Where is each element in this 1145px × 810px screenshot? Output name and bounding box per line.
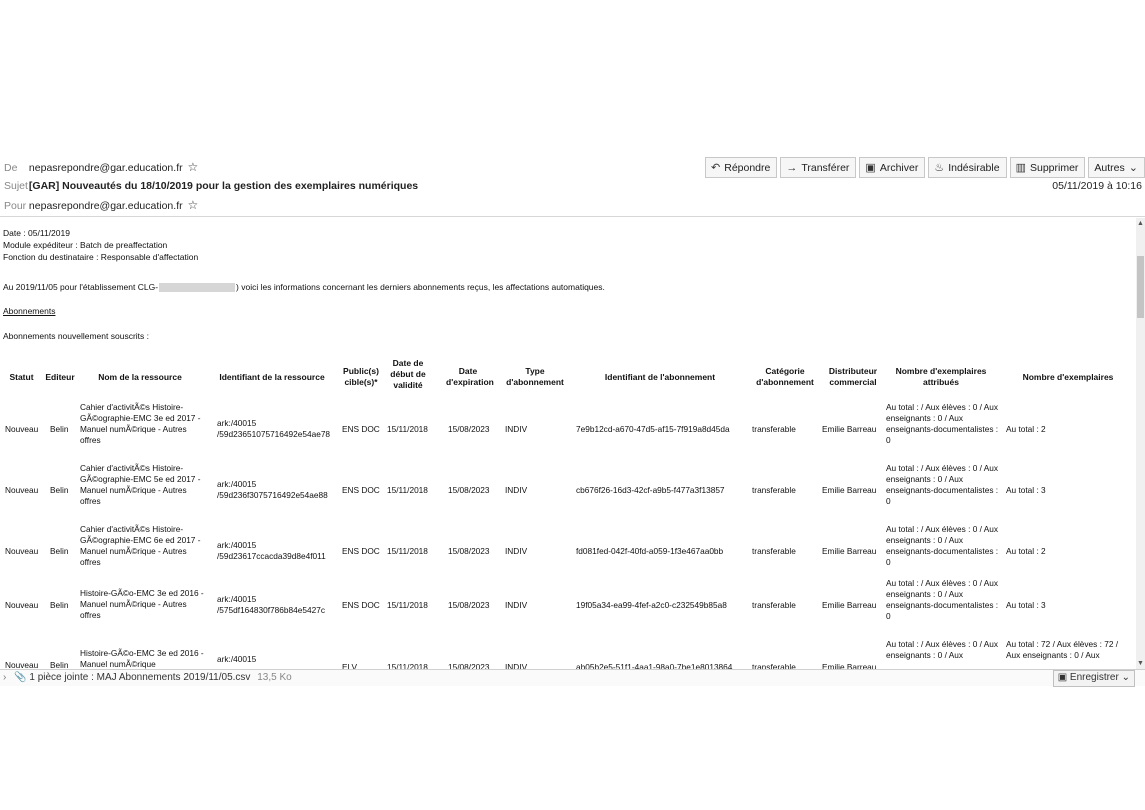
cell-id-ressource: ark:/40015 /575df164830f786b84e5427c xyxy=(217,594,325,615)
th-distributeur: Distributeur commercial xyxy=(828,366,878,387)
cell-debut: 15/11/2018 xyxy=(387,662,428,669)
cell-attribues: Au total : / Aux élèves : 0 / Aux enseignants : 0 / Aux enseignants-documentalistes : 0 xyxy=(886,402,999,445)
reply-label: Répondre xyxy=(724,161,771,174)
cell-public: ELV xyxy=(342,662,358,669)
cell-id-abonnement: ab05b2e5-51f1-4aa1-98a0-7be1e8013864 xyxy=(576,662,733,669)
cell-categorie: transferable xyxy=(752,662,796,669)
body-function: Fonction du destinataire : Responsable d'affectation xyxy=(3,252,199,262)
cell-nom: Cahier d'activitÃ©s Histoire-GÃ©ographie-EMC 5e ed 2017 - Manuel numÃ©rique - Autres offres xyxy=(80,463,201,506)
cell-id-abonnement: fd081fed-042f-40fd-a059-1f3e467aa0bb xyxy=(576,546,724,556)
cell-statut: Nouveau xyxy=(5,600,39,610)
cell-id-ressource: ark:/40015 /59d236f3075716492e54ae88 xyxy=(217,479,328,500)
from-address[interactable]: nepasrepondre@gar.education.fr xyxy=(28,162,183,174)
abonnements-subtitle: Abonnements nouvellement souscrits : xyxy=(3,331,149,341)
th-id-abonnement: Identifiant de l'abonnement xyxy=(604,372,716,382)
cell-nombre: Au total : 3 xyxy=(1006,600,1046,610)
cell-editeur: Belin xyxy=(50,660,69,669)
cell-attribues: Au total : / Aux élèves : 0 / Aux enseignants : 0 / Aux xyxy=(886,639,999,660)
delete-label: Supprimer xyxy=(1029,161,1079,174)
cell-id-ressource: ark:/40015 /59d23617ccacda39d8e4f011 xyxy=(217,540,326,561)
to-label: Pour xyxy=(4,200,27,212)
cell-distributeur: Emilie Barreau xyxy=(822,485,877,495)
reply-button[interactable] xyxy=(705,157,777,178)
cell-id-ressource: ark:/40015 xyxy=(217,654,257,664)
flame-icon: ♨ xyxy=(934,161,945,174)
message-body xyxy=(0,218,1136,669)
attachment-label[interactable]: 1 pièce jointe : MAJ Abonnements 2019/11/05.csv xyxy=(29,672,251,683)
archive-icon: ▣ xyxy=(865,161,876,174)
cell-expiration: 15/08/2023 xyxy=(448,600,490,610)
cell-id-abonnement: 19f05a34-ea99-4fef-a2c0-c232549b85a8 xyxy=(576,600,727,610)
th-nom: Nom de la ressource xyxy=(98,372,182,382)
cell-expiration: 15/08/2023 xyxy=(448,546,490,556)
cell-categorie: transferable xyxy=(752,424,796,434)
cell-attribues: Au total : / Aux élèves : 0 / Aux enseignants : 0 / Aux enseignants-documentalistes : 0 xyxy=(886,524,999,567)
cell-attribues: Au total : / Aux élèves : 0 / Aux enseignants : 0 / Aux enseignants-documentalistes : 0 xyxy=(886,578,999,621)
save-icon: ▣ xyxy=(1057,672,1068,683)
to-address[interactable]: nepasrepondre@gar.education.fr xyxy=(28,200,183,212)
chevron-right-icon[interactable]: › xyxy=(3,672,7,683)
th-type: Type d'abonnement xyxy=(506,366,564,387)
th-nombre: Nombre d'exemplaires xyxy=(1022,372,1114,382)
cell-nom: Cahier d'activitÃ©s Histoire-GÃ©ographie-EMC 6e ed 2017 - Manuel numÃ©rique - Autres offres xyxy=(80,524,201,567)
cell-expiration: 15/08/2023 xyxy=(448,424,490,434)
forward-label: Transférer xyxy=(801,161,850,174)
junk-button[interactable] xyxy=(928,157,1006,178)
th-public: Public(s) cible(s)* xyxy=(343,366,379,387)
subject-row xyxy=(0,177,1145,196)
cell-expiration: 15/08/2023 xyxy=(448,662,490,669)
cell-editeur: Belin xyxy=(50,546,69,556)
to-row xyxy=(0,196,1145,215)
body-intro xyxy=(3,282,605,293)
cell-distributeur: Emilie Barreau xyxy=(822,424,877,434)
from-label: De xyxy=(4,162,18,174)
subject-text: [GAR] Nouveautés du 18/10/2019 pour la gestion des exemplaires numériques xyxy=(28,180,419,192)
scroll-down-icon[interactable]: ▼ xyxy=(1137,660,1144,667)
th-categorie: Catégorie d'abonnement xyxy=(756,366,814,387)
forward-icon: → xyxy=(786,161,798,174)
forward-button[interactable] xyxy=(780,157,856,178)
cell-nombre: Au total : 2 xyxy=(1006,546,1046,556)
body-scrollbar[interactable] xyxy=(1136,218,1145,669)
th-editeur: Editeur xyxy=(45,372,75,382)
cell-public: ENS DOC xyxy=(342,424,380,434)
cell-distributeur: Emilie Barreau xyxy=(822,600,877,610)
save-attachment-button[interactable] xyxy=(1053,670,1135,687)
cell-statut: Nouveau xyxy=(5,546,39,556)
cell-id-abonnement: cb676f26-16d3-42cf-a9b5-f477a3f13857 xyxy=(576,485,725,495)
message-toolbar xyxy=(705,157,1145,177)
cell-distributeur: Emilie Barreau xyxy=(822,662,877,669)
cell-statut: Nouveau xyxy=(5,485,39,495)
subject-label: Sujet xyxy=(4,180,28,192)
cell-type: INDIV xyxy=(505,662,528,669)
cell-public: ENS DOC xyxy=(342,485,380,495)
star-icon[interactable]: ☆ xyxy=(187,198,199,212)
cell-debut: 15/11/2018 xyxy=(387,424,428,434)
scroll-thumb[interactable] xyxy=(1137,256,1144,318)
cell-nombre: Au total : 2 xyxy=(1006,424,1046,434)
other-actions-button[interactable] xyxy=(1088,157,1145,178)
cell-public: ENS DOC xyxy=(342,600,380,610)
abonnements-link[interactable]: Abonnements xyxy=(3,306,56,316)
cell-nom: Histoire-GÃ©o-EMC 3e ed 2016 - Manuel numÃ©rique xyxy=(80,648,204,669)
cell-public: ENS DOC xyxy=(342,546,380,556)
cell-nom: Cahier d'activitÃ©s Histoire-GÃ©ographie-EMC 3e ed 2017 - Manuel numÃ©rique - Autres offres xyxy=(80,402,201,445)
body-date: Date : 05/11/2019 xyxy=(3,228,70,238)
th-attribues: Nombre d'exemplaires attribués xyxy=(895,366,987,387)
cell-nombre: Au total : 3 xyxy=(1006,485,1046,495)
paperclip-icon: 📎 xyxy=(14,672,27,683)
intro-before: Au 2019/11/05 pour l'établissement CLG- xyxy=(3,282,159,292)
cell-nombre: Au total : 72 / Aux élèves : 72 / Aux enseignants : 0 / Aux xyxy=(1006,639,1119,660)
reply-icon: ↶ xyxy=(711,161,721,174)
header-divider xyxy=(0,216,1145,217)
cell-type: INDIV xyxy=(505,485,528,495)
delete-button[interactable] xyxy=(1010,157,1086,178)
cell-distributeur: Emilie Barreau xyxy=(822,546,877,556)
cell-categorie: transferable xyxy=(752,546,796,556)
cell-attribues: Au total : / Aux élèves : 0 / Aux enseignants : 0 / Aux enseignants-documentalistes : 0 xyxy=(886,463,999,506)
junk-label: Indésirable xyxy=(948,161,1000,174)
intro-after: ) voici les informations concernant les derniers abonnements reçus, les affectations automatiques. xyxy=(236,282,605,292)
save-label: Enregistrer xyxy=(1069,672,1119,683)
th-id-ressource: Identifiant de la ressource xyxy=(219,372,325,382)
cell-editeur: Belin xyxy=(50,424,69,434)
cell-categorie: transferable xyxy=(752,485,796,495)
cell-id-ressource: ark:/40015 /59d23651075716492e54ae78 xyxy=(217,418,331,439)
archive-button[interactable] xyxy=(859,157,925,178)
scroll-up-icon[interactable]: ▲ xyxy=(1137,220,1144,227)
cell-debut: 15/11/2018 xyxy=(387,546,428,556)
cell-type: INDIV xyxy=(505,424,528,434)
cell-expiration: 15/08/2023 xyxy=(448,485,490,495)
th-statut: Statut xyxy=(9,372,34,382)
cell-type: INDIV xyxy=(505,546,528,556)
redacted-block xyxy=(159,283,235,292)
th-debut: Date de début de validité xyxy=(390,358,426,390)
message-date: 05/11/2019 à 10:16 xyxy=(1052,180,1142,192)
chevron-down-icon[interactable]: ⌄ xyxy=(1121,672,1130,683)
cell-categorie: transferable xyxy=(752,600,796,610)
cell-nom: Histoire-GÃ©o-EMC 3e ed 2016 - Manuel numÃ©rique - Autres offres xyxy=(80,588,204,620)
attachment-bar xyxy=(0,669,1145,686)
trash-icon: ▥ xyxy=(1015,161,1026,174)
cell-statut: Nouveau xyxy=(5,424,39,434)
archive-label: Archiver xyxy=(879,161,919,174)
cell-id-abonnement: 7e9b12cd-a670-47d5-af15-7f919a8d45da xyxy=(576,424,730,434)
cell-debut: 15/11/2018 xyxy=(387,600,428,610)
other-label: Autres xyxy=(1094,161,1125,174)
cell-statut: Nouveau xyxy=(5,660,39,669)
body-module: Module expéditeur : Batch de preaffectation xyxy=(3,240,168,250)
cell-type: INDIV xyxy=(505,600,528,610)
attachment-size: 13,5 Ko xyxy=(257,672,292,683)
th-expiration: Date d'expiration xyxy=(446,366,494,387)
cell-editeur: Belin xyxy=(50,485,69,495)
cell-debut: 15/11/2018 xyxy=(387,485,428,495)
star-icon[interactable]: ☆ xyxy=(187,160,199,174)
chevron-down-icon: ⌄ xyxy=(1128,161,1138,174)
cell-editeur: Belin xyxy=(50,600,69,610)
